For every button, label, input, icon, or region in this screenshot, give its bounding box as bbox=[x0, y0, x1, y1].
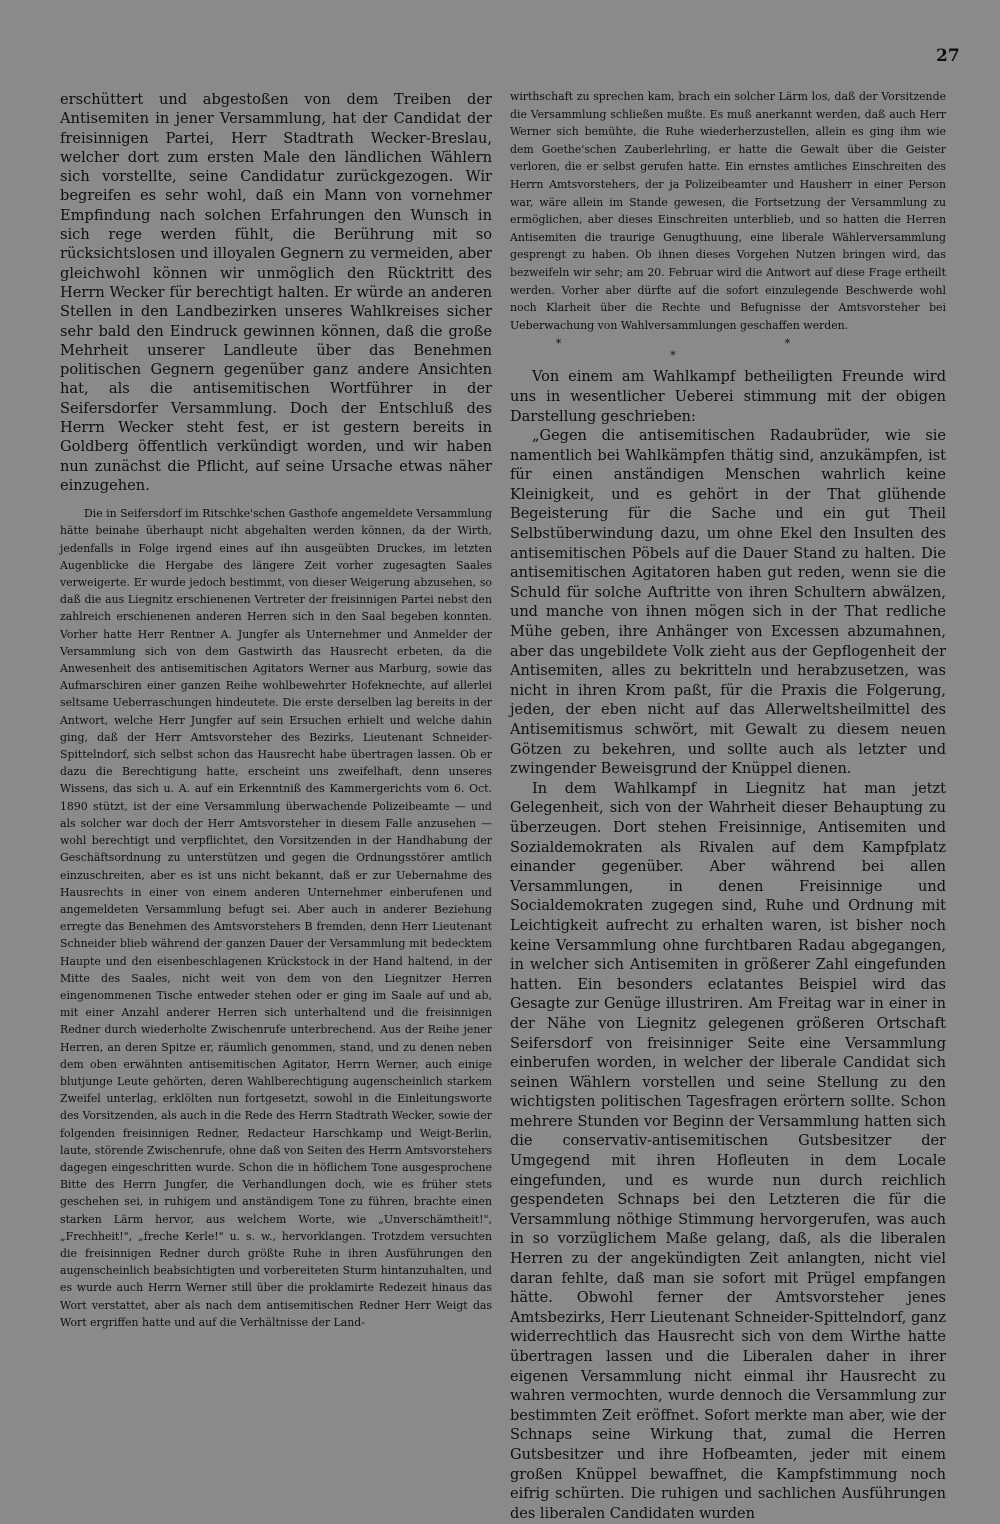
continuation-paragraph: wirthschaft zu sprechen kam, brach ein solcher Lärm los, daß der Vorsitzende die Versammlung schließen mußte. Es muß anerkannt werden, daß auch Herr Werner sich bemühte, die Ruhe wiederherzustellen, allein es ging ihm wie dem Goethe'schen Zauberlehrling, er hatte die Gewalt über die Geister verloren, die er selbst gerufen hatte. Ein ernstes amtliches Einschreiten des Herrn Amtsvorstehers, der ja Polizeibeamter und Hausherr in einer Person war, wäre allein im Stande gewesen, die Fortsetzung der Versammlung zu ermöglichen, aber dieses Einschreiten unterblieb, und so hatten die Herren Antisemiten die traurige Genugthuung, eine liberale Wählerversammlung gesprengt zu haben. Ob ihnen dieses Vorgehen Nutzen bringen wird, das bezweifeln wir sehr; am 20. Februar wird die Antwort auf diese Frage ertheilt werden. Vorher aber dürfte auf die sofort einzulegende Beschwerde wohl noch Klarheit über die Rechte und Befugnisse der Amtsvorsteher bei Ueberwachung von Wahlversammlungen geschaffen werden. bbox=[510, 90, 946, 332]
quote-paragraph: „Gegen die antisemitischen Radaubrüder, wie sie namentlich bei Wahlkämpfen thätig sind, anzukämpfen, ist für einen anständigen Menschen wahrlich keine Kleinigkeit, und es gehört in der That glühende Begeisterung für die Sache und ein gut Theil Selbstüberwindung dazu, um ohne Ekel den Insulten des antisemitischen Pöbels auf die Dauer Stand zu halten. Die antisemitischen Agitatoren haben gut reden, wenn sie die Schuld für solche Auftritte von ihren Schultern abwälzen, und manche von ihnen mögen sich in der That redliche Mühe geben, ihre Anhänger von Excessen abzumahnen, aber das ungebildete Volk zieht aus der Gepflogenheit der Antisemiten, alles zu bekritteln und herabzusetzen, was nicht in ihren Krom paßt, für die Praxis die Folgerung, jeden, der eben nicht auf das Allerweltsheilmittel des Antisemitismus schwört, mit Gewalt zu diesem neuen Götzen zu bekehren, und sollte auch als letzter und zwingender Beweisgrund der Knüppel dienen. bbox=[510, 428, 946, 778]
page-number: 27 bbox=[936, 46, 960, 66]
lead-paragraph: erschüttert und abgestoßen von dem Treiben der Antisemiten in jener Versammlung, hat der Candidat der freisinnigen Partei, Herr Stadtrath Wecker-Breslau, welcher dort zum ersten Male den ländlichen Wählern sich vorstellte, seine Candidatur zurückgezogen. Wir begreifen es sehr wohl, daß ein Mann von vornehmer Empfindung nach solchen Erfahrungen den Wunsch in sich rege werden fühlt, die Berührung mit so rücksichtslosen und illoyalen Gegnern zu vermeiden, aber gleichwohl können wir unmöglich den Rücktritt des Herrn Wecker für berechtigt halten. Er würde an anderen Stellen in den Landbezirken unseres Wahlkreises sicher sehr bald den Eindruck gewinnen können, daß die große Mehrheit unserer Landleute über das Benehmen politischen Gegnern gegenüber ganz andere Ansichten hat, als die antisemitischen Wortführer in der Seifersdorfer Versammlung. Doch der Entschluß des Herrn Wecker steht fest, er ist gestern bereits in Goldberg öffentlich verkündigt worden, und wir haben nun zunächst die Pflicht, auf seine Ursache etwas näher einzugehen. bbox=[60, 91, 492, 494]
right-column bbox=[510, 88, 946, 1524]
campaign-paragraph: In dem Wahlkampf in Liegnitz hat man jetzt Gelegenheit, sich von der Wahrheit dieser Behauptung zu überzeugen. Dort stehen Freisinnige, Antisemiten und Sozialdemokraten als Rivalen auf dem Kampfplatz einander gegenüber. Aber während bei allen Versammlungen, in denen Freisinnige und Socialdemokraten zugegen sind, Ruhe und Ordnung mit Leichtigkeit aufrecht zu erhalten waren, ist bisher noch keine Versammlung ohne furchtbaren Radau abgegangen, in welcher sich Antisemiten in größerer Zahl eingefunden hatten. Ein besonders eclatantes Beispiel wird das Gesagte zur Genüge illustriren. Am Freitag war in einer in der Nähe von Liegnitz gelegenen größeren Ortschaft Seifersdorf von freisinniger Seite eine Versammlung einberufen worden, in welcher der liberale Candidat sich seinen Wählern vorstellen und seine Stellung zu den wichtigsten politischen Tagesfragen erörtern sollte. Schon mehrere Stunden vor Beginn der Versammlung hatten sich die conservativ-antisemitischen Gutsbesitzer der Umgegend mit ihren Hofleuten in dem Locale eingefunden, und es wurde nun durch reichlich gespendeten Schnaps bei den Letzteren die für die Versammlung nöthige Stimmung hervorgerufen, was auch in so vorzüglichem Maße gelang, daß, als die liberalen Herren zu der angekündigten Zeit anlangten, nicht viel daran fehlte, daß man sie sofort mit Prügel empfangen hätte. Obwohl ferner der Amtsvorsteher jenes Amtsbezirks, Herr Lieutenant Schneider-Spittelndorf, ganz widerrechtlich das Hausrecht sich von dem Wirthe hatte übertragen lassen und die Liberalen daher in ihrer eigenen Versammlung nicht einmal ihr Hausrecht zu wahren vermochten, wurde dennoch die Versammlung zur bestimmten Zeit eröffnet. Sofort merkte man aber, wie der Schnaps seine Wirkung that, zumal die Herren Gutsbesitzer und ihre Hofbeamten, jeder mit einem großen Knüppel bewaffnet, die Kampfstimmung noch eifrig schürten. Die ruhigen und sachlichen Ausführungen des liberalen Candidaten wurden bbox=[510, 780, 946, 1522]
left-column bbox=[60, 90, 492, 1331]
friend-intro-paragraph: Von einem am Wahlkampf betheiligten Freunde wird uns in wesentlicher Ueberei stimmung mit der obigen Darstellung geschrieben: bbox=[510, 369, 946, 425]
section-separator: * * * bbox=[555, 337, 901, 363]
report-paragraph: Die in Seifersdorf im Ritschke'schen Gasthofe angemeldete Versammlung hätte beinahe überhaupt nicht abgehalten werden können, da der Wirth, jedenfalls in Folge irgend eines auf ihn ausgeübten Druckes, im letzten Augenblicke die Hergabe des längere Zeit vorher zugesagten Saales verweigerte. Er wurde jedoch bestimmt, von dieser Weigerung abzusehen, so daß die aus Liegnitz erschienenen Vertreter der freisinnigen Partei nebst den zahlreich erschienenen anderen Herren sich in den Saal begeben konnten. Vorher hatte Herr Rentner A. Jungfer als Unternehmer und Anmelder der Versammlung sich von dem Gastwirth das Hausrecht erbeten, da die Anwesenheit des antisemitischen Agitators Werner aus Marburg, sowie das Aufmarschiren einer ganzen Reihe wohlbewehrter Hofeknechte, auf allerlei seltsame Ueberraschungen hindeutete. Die erste derselben lag bereits in der Antwort, welche Herr Jungfer auf sein Ersuchen erhielt und welche dahin ging, daß der Herr Amtsvorsteher des Bezirks, Lieutenant Schneider-Spittelndorf, sich selbst schon das Hausrecht habe übertragen lassen. Ob er dazu die Berechtigung hatte, erscheint uns zweifelhaft, denn unseres Wissens, das sich u. A. auf ein Erkenntniß des Kammergerichts vom 6. Oct. 1890 stützt, ist der eine Versammlung überwachende Polizeibeamte — und als solcher war doch der Herr Amtsvorsteher in diesem Falle anzusehen — wohl berechtigt und verpflichtet, den Vorsitzenden in der Handhabung der Geschäftsordnung zu unterstützen und gegen die Ordnungsstörer amtlich einzuschreiten, aber es ist uns nicht bekannt, daß er zur Uebernahme des Hausrechts in einer von einem anderen Unternehmer einberufenen und angemeldeten Versammlung befugt sei. Aber auch in anderer Beziehung erregte das Benehmen des Amtsvorstehers B fremden, denn Herr Lieutenant Schneider blieb während der ganzen Dauer der Versammlung mit bedecktem Haupte und den eisenbeschlagenen Krückstock in der Hand haltend, in der Mitte des Saales, nicht weit von dem von den Liegnitzer Herren eingenommenen Tische entweder stehen oder er ging im Saale auf und ab, mit einer Anzahl anderer Herren sich unterhaltend und die freisinnigen Redner durch wiederholte Zwischenrufe unterbrechend. Aus der Reihe jener Herren, an deren Spitze er, räumlich genommen, stand, und zu denen neben dem oben erwähnten antisemitischen Agitator, Herrn Werner, auch einige blutjunge Leute gehörten, deren Wahlberechtigung augenscheinlich starkem Zweifel unterlag, erklölten nun fortgesetzt, sowohl in die Einleitungsworte des Vorsitzenden, als auch in die Rede des Herrn Stadtrath Wecker, sowie der folgenden freisinnigen Redner, Redacteur Harschkamp und Weigt-Berlin, laute, störende Zwischenrufe, ohne daß von Seiten des Herrn Amtsvorstehers dagegen eingeschritten wurde. Schon die in höflichem Tone ausgesprochene Bitte des Herrn Jungfer, die Verhandlungen doch, wie es früher stets geschehen sei, in ruhigem und anständigem Tone zu führen, brachte einen starken Lärm hervor, aus welchem Worte, wie „Unverschämtheit!", „Frechheit!", „freche Kerle!" u. s. w., hervorklangen. Trotzdem versuchten die freisinnigen Redner durch größte Ruhe in ihren Ausführungen den augenscheinlich beabsichtigten und vorbereiteten Sturm hintanzuhalten, und es wurde auch Herrn Werner still über die proklamirte Redezeit hinaus das Wort verstattet, aber als nach dem antisemitischen Redner Herr Weigt das Wort ergriffen hatte und auf die Verhältnisse der Land- bbox=[60, 507, 492, 1329]
